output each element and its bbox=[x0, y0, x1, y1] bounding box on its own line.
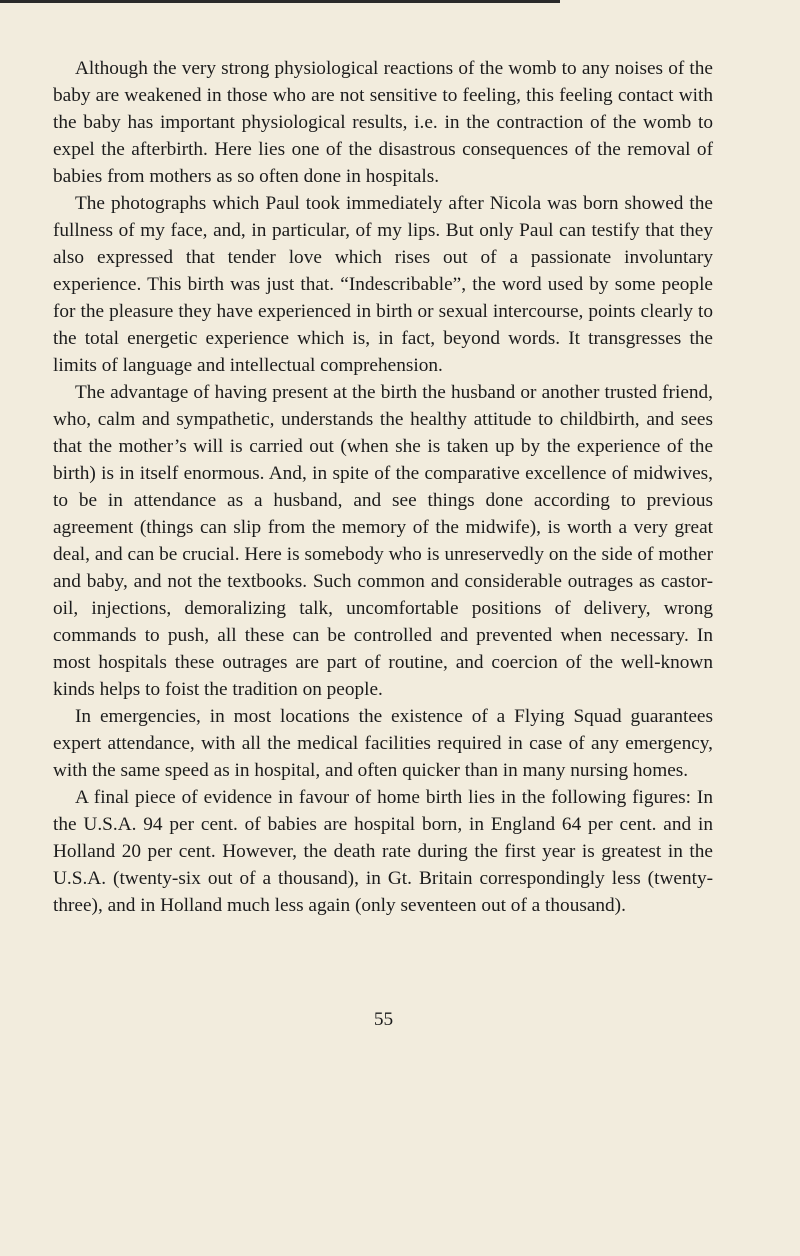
top-edge-rule bbox=[0, 0, 560, 3]
body-text bbox=[53, 55, 713, 919]
paragraph-2: The photographs which Paul took immediately after Nicola was born showed the fullness of my face, and, in particular, of my lips. But only Paul can testify that they also expressed that tender love which rises out of a passionate involuntary experience. This birth was just that. “Indescribable”, the word used by some people for the pleasure they have experienced in birth or sexual intercourse, points clearly to the total energetic experience which is, in fact, beyond words. It transgresses the limits of language and intellectual comprehension. bbox=[53, 193, 713, 376]
paragraph-4: In emergencies, in most locations the existence of a Flying Squad guarantees expert attendance, with all the medical facilities required in case of any emergency, with the same speed as in hospital, and often quicker than in many nursing homes. bbox=[53, 706, 713, 781]
paragraph-5: A final piece of evidence in favour of home birth lies in the following figures: In the U.S.A. 94 per cent. of babies are hospital born, in England 64 per cent. and in Holland 20 per cent. However, the death rate during the first year is greatest in the U.S.A. (twenty-six out of a thousand), in Gt. Britain correspondingly less (twenty-three), and in Holland much less again (only seventeen out of a thousand). bbox=[53, 787, 713, 916]
paragraph-3: The advantage of having present at the birth the husband or another trusted friend, who, calm and sympathetic, understands the healthy attitude to childbirth, and sees that the mother’s will is carried out (when she is taken up by the experience of the birth) is in itself enormous. And, in spite of the comparative excellence of midwives, to be in attendance as a husband, and see things done according to previous agreement (things can slip from the memory of the midwife), is worth a very great deal, and can be crucial. Here is somebody who is unreservedly on the side of mother and baby, and not the textbooks. Such common and considerable outrages as castor-oil, injections, demoralizing talk, uncomfortable positions of delivery, wrong commands to push, all these can be controlled and prevented when necessary. In most hospitals these outrages are part of routine, and coercion of the well-known kinds helps to foist the tradition on people. bbox=[53, 382, 713, 700]
paragraph-1: Although the very strong physiological reactions of the womb to any noises of the baby are weakened in those who are not sensitive to feeling, this feeling contact with the baby has important physiological results, i.e. in the contraction of the womb to expel the afterbirth. Here lies one of the disastrous consequences of the removal of babies from mothers as so often done in hospitals. bbox=[53, 58, 713, 187]
page-number: 55 bbox=[373, 1009, 394, 1030]
